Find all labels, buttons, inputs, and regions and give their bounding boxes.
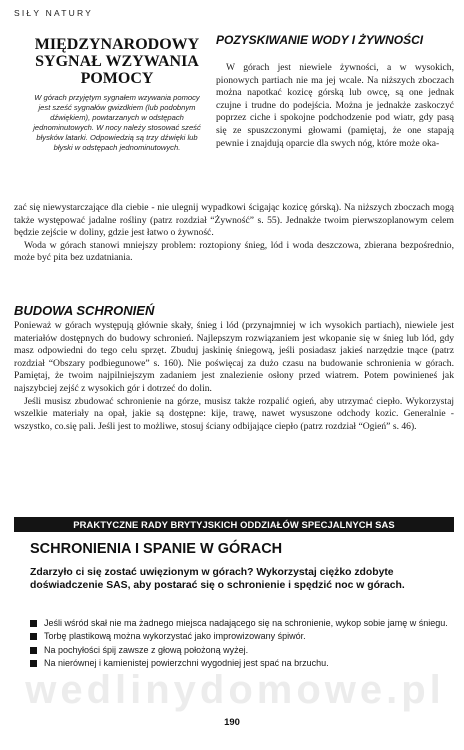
water-food-column bbox=[216, 62, 454, 150]
distress-signal-title: MIĘDZYNARODOWY SYGNAŁ WZYWANIA POMOCY bbox=[34, 36, 200, 87]
sas-intro: Zdarzyło ci się zostać uwięzionym w górach? Wykorzystaj ciężko zdobyte doświadczenie SAS, aby postarać się o schronienie i spędzić noc w górach. bbox=[30, 567, 405, 591]
water-food-heading: POZYSKIWANIE WODY I ŻYWNOŚCI bbox=[216, 33, 424, 47]
list-item bbox=[30, 645, 450, 656]
water-food-column-text: W górach jest niewiele żywności, a w wysokich, pionowych partiach nie ma jej wcale. Na niższych zboczach można napotkać kozicę górską lub owcę, są one jednak czujne i trudne do podejścia. Można je jednakże zaskoczyć poprzez ciche i spokojne podchodzenie pod wiatr, gdy pasą się ze spuszczonymi głowami (pamiętaj, że one stapają pewnie i znajdują oparcie dla swych nóg, które może oka- bbox=[216, 62, 454, 149]
sas-banner: PRAKTYCZNE RADY BRYTYJSKICH ODDZIAŁÓW SPECJALNYCH SAS bbox=[14, 517, 454, 532]
distress-signal-note: W górach przyjętym sygnałem wzywania pomocy jest sześć sygnałów gwizdkiem (lub podobnym dźwiękiem), powtarzanych w odstępach jednominutowych. W nocy należy stosować sześć błysków latarki. Odpowiedzią są trzy dźwięki lub błyski w odstępach jednominutowych. bbox=[33, 93, 201, 152]
list-item bbox=[30, 658, 450, 669]
square-bullet-icon bbox=[30, 660, 37, 667]
square-bullet-icon bbox=[30, 647, 37, 654]
tip-text: Na pochyłości śpij zawsze z głową położoną wyżej. bbox=[44, 644, 249, 655]
shelter-paragraph-1: Ponieważ w górach występują głównie skały, śnieg i lód (przynajmniej w ich wysokich partiach), niewiele jest materiałów dostępnych do budowy schronień. Najlepszym rozwiązaniem jest wkopanie się w śnieg lub lód, gdy masz odpowiedni do tego celu sprzęt. Zbuduj jaskinię śniegową, jeśli posiadasz jakieś narzędzie tnące (patrz rozdział “Obszary podbiegunowe” s. 160). Nie poświęcaj za dużo czasu na budowanie schronienia w górach. Pamiętaj, że twoim najpilniejszym zadaniem jest znalezienie osłony przed wiatrem. Potem powinieneś jak najszybciej zejść z wysokich gór i dotrzeć do dolin. bbox=[14, 320, 454, 394]
tip-text: Na nierównej i kamienistej powierzchni wygodniej jest spać na brzuchu. bbox=[44, 658, 329, 669]
square-bullet-icon bbox=[30, 620, 37, 627]
watermark: wedlinydomowe.pl bbox=[25, 668, 445, 712]
tip-text: Jeśli wśród skał nie ma żadnego miejsca nadającego się na schronienie, wykop sobie jamę w śniegu. bbox=[44, 618, 448, 628]
water-food-continued-text: zać się niewystarczające dla ciebie - nie ulegnij wypadkowi ścigając kozicę górską). Na niższych zboczach mogą także występować jadalne rośliny (patrz rozdział “Żywność” s. 55). Jednakże twoim pierwszoplanowym celem będzie zejście w doliny, gdzie jest łatwo o żywność. bbox=[14, 202, 454, 239]
sas-tips-list bbox=[30, 618, 450, 672]
distress-signal-box bbox=[14, 36, 220, 153]
shelter-body bbox=[14, 320, 454, 433]
tip-text: Torbę plastikową można wykorzystać jako improwizowany śpiwór. bbox=[44, 631, 306, 642]
sas-heading: SCHRONIENIA I SPANIE W GÓRACH bbox=[30, 541, 283, 557]
square-bullet-icon bbox=[30, 633, 37, 640]
shelter-heading: BUDOWA SCHRONIEŃ bbox=[14, 303, 155, 318]
page-number: 190 bbox=[224, 717, 240, 728]
water-food-continued bbox=[14, 202, 454, 265]
water-paragraph: Woda w górach stanowi mniejszy problem: roztopiony śnieg, lód i woda deszczowa, zbierana bezpośrednio, może być pita bez uzdatniania. bbox=[14, 239, 454, 264]
shelter-paragraph-2: Jeśli musisz zbudować schronienie na górze, musisz także rozpalić ogień, aby utrzymać ciepło. Wykorzystaj wszelkie materiały na opał, jakie są dostępne: kije, trawę, nawet wysuszone odchody kozic. Generalnie - wszystko, co.się pali. Jeśli jest to możliwe, stosuj ściany odbijające ciepło (patrz rozdział “Ogień” s. 46). bbox=[14, 395, 454, 432]
section-header: SIŁY NATURY bbox=[14, 8, 93, 18]
list-item bbox=[30, 618, 450, 629]
list-item bbox=[30, 631, 450, 642]
